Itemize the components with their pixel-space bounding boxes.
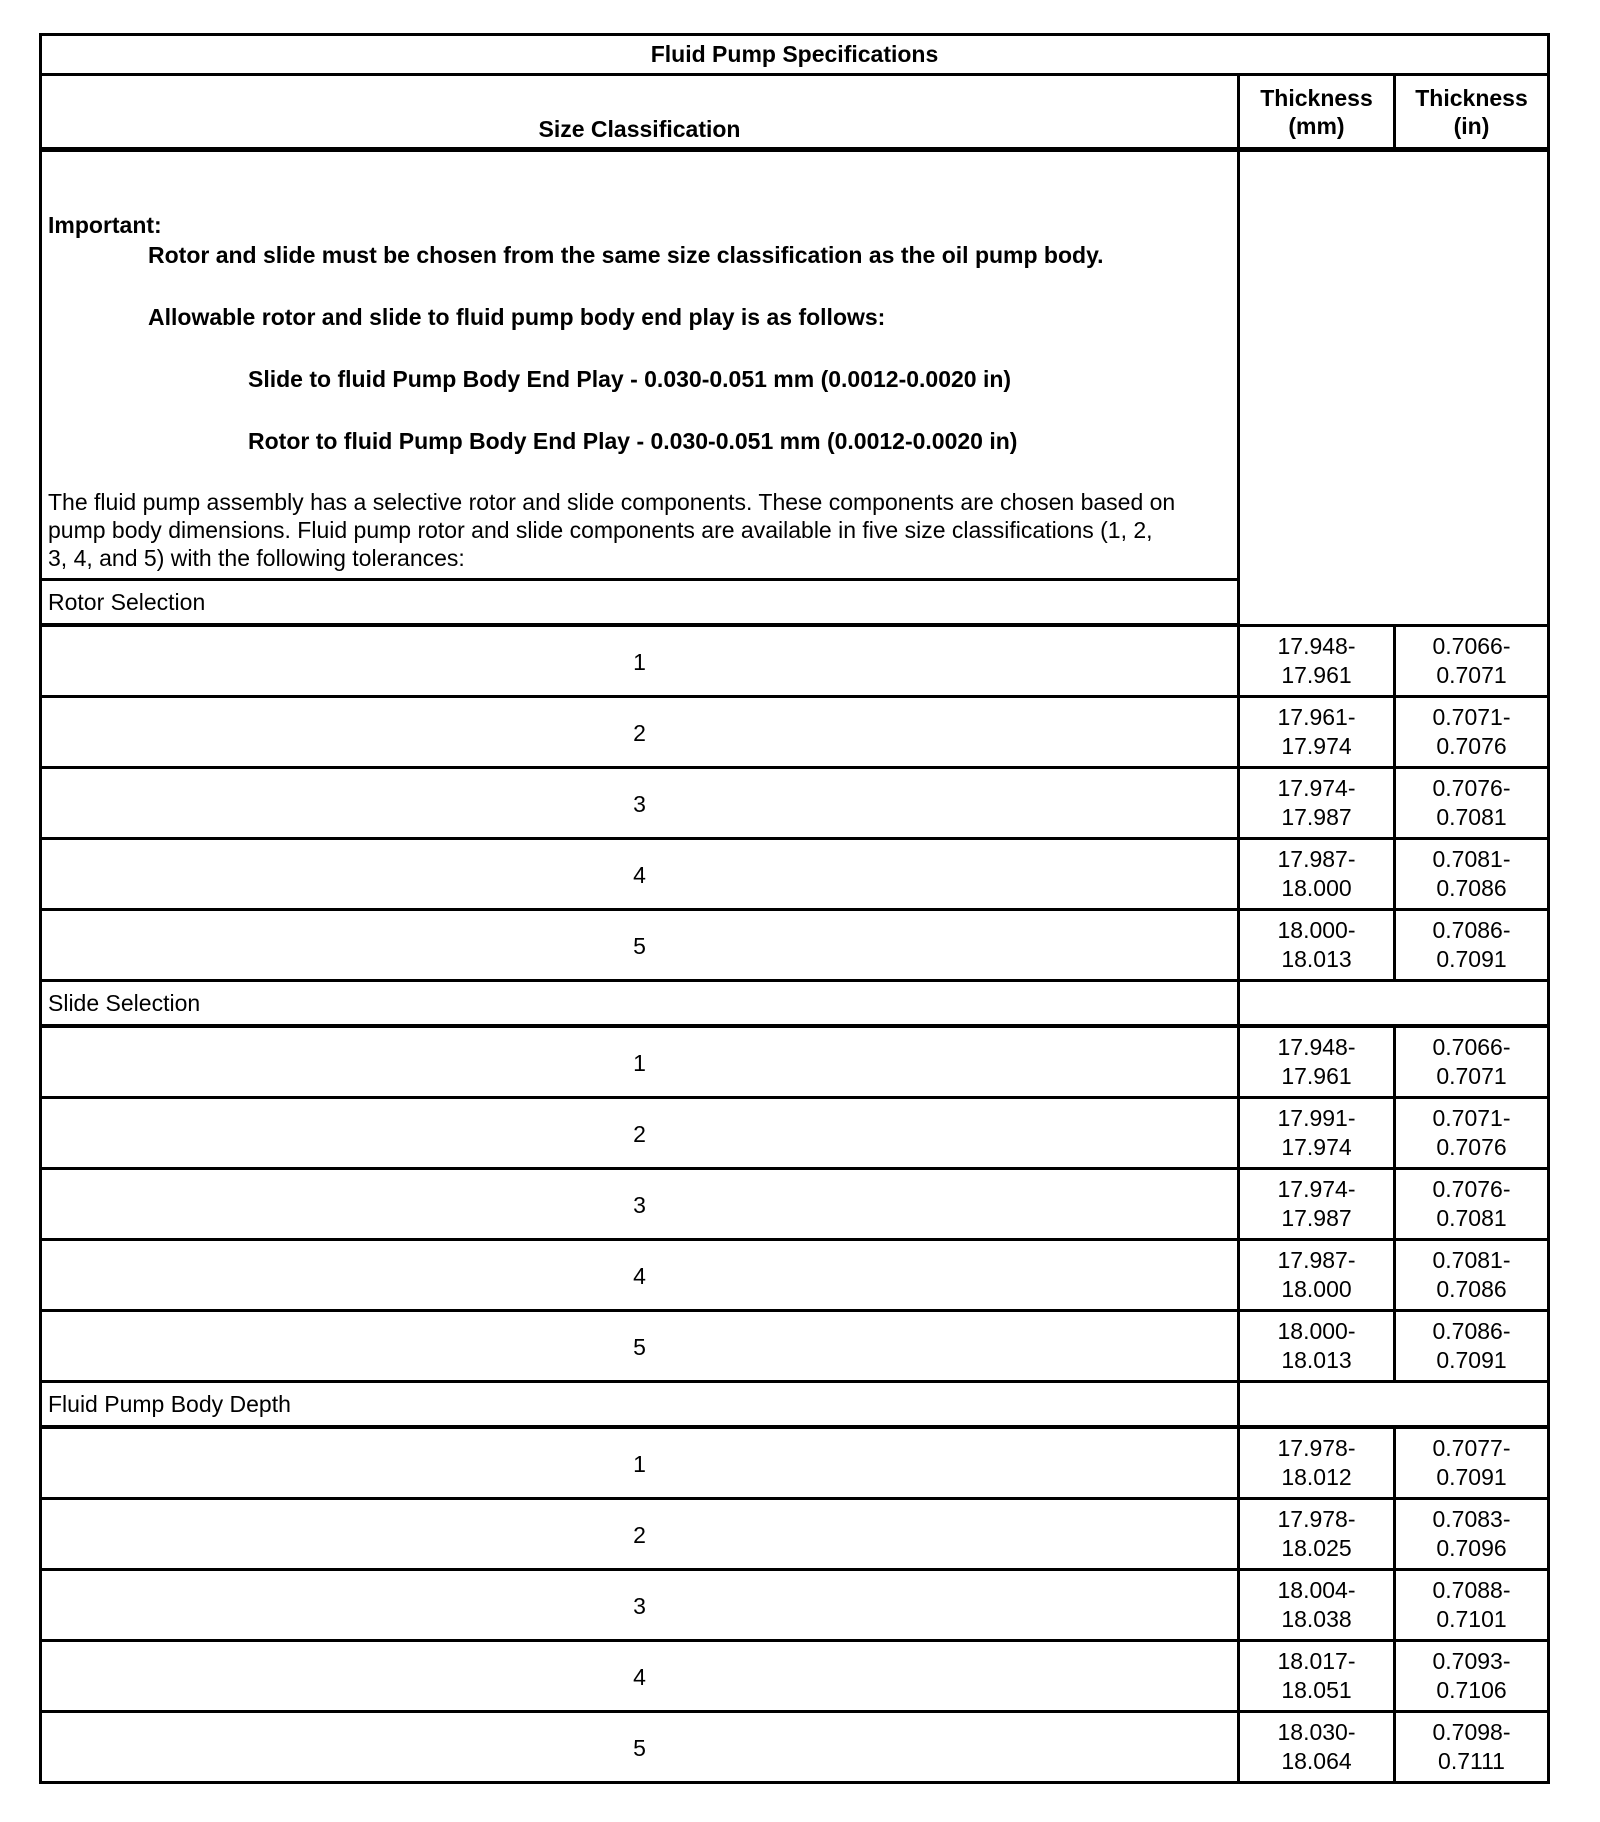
- thickness-mm-cell: [1239, 1026, 1395, 1098]
- thickness-in-cell-upper: 0.7083-: [1432, 1506, 1511, 1532]
- table-row: [41, 1712, 1549, 1783]
- thickness-mm-cell: [1239, 1169, 1395, 1240]
- spec-table: [39, 33, 1550, 1784]
- thickness-mm-cell-upper: 17.991-: [1277, 1105, 1356, 1131]
- thickness-in-cell: [1395, 697, 1549, 768]
- size-cell: 4: [41, 1641, 1239, 1712]
- thickness-mm-cell: [1239, 1427, 1395, 1499]
- size-cell: 5: [41, 1311, 1239, 1382]
- thickness-in-cell-upper: 0.7093-: [1432, 1648, 1511, 1674]
- thickness-mm-cell: [1239, 1311, 1395, 1382]
- section-side-blank: [1239, 1382, 1549, 1428]
- note-line-rotor-end-play: Rotor to fluid Pump Body End Play - 0.030-0.051 mm (0.0012-0.0020 in): [248, 428, 1018, 454]
- table-row: [41, 1169, 1549, 1240]
- thickness-in-cell: [1395, 1641, 1549, 1712]
- thickness-in-cell-upper: 0.7066-: [1432, 632, 1511, 659]
- important-label: Important:: [48, 212, 162, 238]
- thickness-mm-cell-lower: 17.974: [1281, 1134, 1352, 1160]
- thickness-mm-cell-lower: 17.974: [1281, 733, 1352, 759]
- size-cell: 1: [41, 1427, 1239, 1499]
- thickness-in-cell-upper: 0.7086-: [1432, 1318, 1511, 1344]
- thickness-in-cell: [1395, 625, 1549, 697]
- size-cell: 4: [41, 839, 1239, 910]
- thickness-in-cell: [1395, 1098, 1549, 1169]
- thickness-mm-cell: [1239, 1641, 1395, 1712]
- thickness-mm-cell-upper: 18.004-: [1277, 1577, 1356, 1603]
- thickness-mm-cell-lower: 17.987: [1281, 804, 1352, 830]
- thickness-in-cell-lower: 0.7081: [1436, 1205, 1507, 1231]
- thickness-in-cell-lower: 0.7091: [1436, 1464, 1507, 1490]
- thickness-in-cell: [1395, 1169, 1549, 1240]
- table-row: [41, 697, 1549, 768]
- section-row: [41, 981, 1549, 1027]
- note-side-blank: [1239, 150, 1549, 626]
- thickness-mm-cell-lower: 18.038: [1281, 1606, 1352, 1632]
- thickness-in-cell: [1395, 1427, 1549, 1499]
- thickness-mm-cell: [1239, 910, 1395, 981]
- thickness-in-cell-upper: 0.7081-: [1432, 846, 1511, 872]
- thickness-in-cell-upper: 0.7076-: [1432, 1176, 1511, 1202]
- thickness-in-cell-lower: 0.7071: [1436, 1063, 1507, 1089]
- size-cell: 2: [41, 1098, 1239, 1169]
- thickness-mm-cell-upper: 18.000-: [1277, 1318, 1356, 1344]
- header-row: [41, 75, 1549, 150]
- thickness-mm-cell-lower: 18.000: [1281, 875, 1352, 901]
- table-row: [41, 1499, 1549, 1570]
- note-row: [41, 150, 1549, 580]
- section-side-blank: [1239, 981, 1549, 1027]
- thickness-mm-cell-lower: 17.987: [1281, 1205, 1352, 1231]
- thickness-mm-cell-upper: 17.948-: [1277, 632, 1356, 659]
- size-cell: 3: [41, 1169, 1239, 1240]
- thickness-in-cell-lower: 0.7086: [1436, 875, 1507, 901]
- thickness-in-cell-lower: 0.7106: [1436, 1677, 1507, 1703]
- thickness-in-cell-upper: 0.7098-: [1432, 1719, 1511, 1745]
- thickness-mm-cell-lower: 18.013: [1281, 946, 1352, 972]
- thickness-mm-cell-lower: 18.064: [1281, 1748, 1352, 1774]
- table-row: [41, 1311, 1549, 1382]
- thickness-in-cell-upper: 0.7086-: [1432, 917, 1511, 943]
- size-cell: 1: [41, 1026, 1239, 1098]
- thickness-mm-cell-lower: 18.012: [1281, 1464, 1352, 1490]
- thickness-mm-cell: [1239, 1098, 1395, 1169]
- header-thickness-in: Thickness (in): [1395, 75, 1549, 150]
- thickness-in-cell: [1395, 1712, 1549, 1783]
- thickness-mm-cell-lower: 18.025: [1281, 1535, 1352, 1561]
- table-row: [41, 1570, 1549, 1641]
- thickness-in-cell: [1395, 910, 1549, 981]
- section-label: Rotor Selection: [41, 580, 1239, 626]
- thickness-mm-cell-upper: 17.974-: [1277, 775, 1356, 801]
- thickness-mm-cell: [1239, 1570, 1395, 1641]
- thickness-in-cell-upper: 0.7088-: [1432, 1577, 1511, 1603]
- header-thickness-mm: Thickness (mm): [1239, 75, 1395, 150]
- thickness-mm-cell-upper: 18.017-: [1277, 1648, 1356, 1674]
- thickness-in-cell: [1395, 768, 1549, 839]
- thickness-mm-cell-lower: 18.013: [1281, 1347, 1352, 1373]
- table-row: [41, 625, 1549, 697]
- note-description: The fluid pump assembly has a selective rotor and slide components. These components are chosen based on pump body dimensions. Fluid pump rotor and slide components are available in five size classifications (1, 2, 3, 4, and 5) with the following tolerances:: [48, 489, 1176, 571]
- thickness-mm-cell-upper: 17.961-: [1277, 704, 1356, 730]
- size-cell: 4: [41, 1240, 1239, 1311]
- note-line-allowable-end-play: Allowable rotor and slide to fluid pump body end play is as follows:: [148, 304, 886, 330]
- thickness-in-cell-lower: 0.7091: [1436, 946, 1507, 972]
- thickness-in-cell-lower: 0.7096: [1436, 1535, 1507, 1561]
- thickness-in-cell: [1395, 1570, 1549, 1641]
- size-cell: 2: [41, 1499, 1239, 1570]
- thickness-in-cell-lower: 0.7091: [1436, 1347, 1507, 1373]
- header-size-classification: Size Classification: [41, 75, 1239, 150]
- size-cell: 1: [41, 625, 1239, 697]
- thickness-in-cell-lower: 0.7101: [1436, 1606, 1507, 1632]
- thickness-mm-cell-lower: 18.051: [1281, 1677, 1352, 1703]
- size-cell: 5: [41, 910, 1239, 981]
- thickness-in-cell: [1395, 1026, 1549, 1098]
- thickness-mm-cell-lower: 18.000: [1281, 1276, 1352, 1302]
- thickness-mm-cell: [1239, 625, 1395, 697]
- size-cell: 3: [41, 768, 1239, 839]
- thickness-mm-cell: [1239, 697, 1395, 768]
- thickness-in-cell-upper: 0.7066-: [1432, 1034, 1511, 1060]
- thickness-mm-cell-upper: 17.978-: [1277, 1506, 1356, 1532]
- table-title: Fluid Pump Specifications: [41, 35, 1549, 75]
- table-row: [41, 1427, 1549, 1499]
- thickness-in-cell-lower: 0.7076: [1436, 733, 1507, 759]
- thickness-in-cell-lower: 0.7071: [1436, 661, 1507, 688]
- size-cell: 2: [41, 697, 1239, 768]
- table-row: [41, 1240, 1549, 1311]
- important-note: [41, 150, 1239, 580]
- thickness-in-cell-lower: 0.7081: [1436, 804, 1507, 830]
- thickness-mm-cell-upper: 17.974-: [1277, 1176, 1356, 1202]
- thickness-in-cell-lower: 0.7111: [1438, 1748, 1505, 1774]
- thickness-in-cell-upper: 0.7081-: [1432, 1247, 1511, 1273]
- thickness-in-cell: [1395, 1240, 1549, 1311]
- size-cell: 3: [41, 1570, 1239, 1641]
- table-row: [41, 1026, 1549, 1098]
- table-row: [41, 768, 1549, 839]
- thickness-mm-cell-upper: 18.000-: [1277, 917, 1356, 943]
- thickness-in-cell-lower: 0.7076: [1436, 1134, 1507, 1160]
- section-row: [41, 1382, 1549, 1428]
- thickness-mm-cell-upper: 17.987-: [1277, 846, 1356, 872]
- thickness-in-cell-upper: 0.7071-: [1432, 1105, 1511, 1131]
- section-label: Slide Selection: [41, 981, 1239, 1027]
- thickness-mm-cell: [1239, 839, 1395, 910]
- thickness-mm-cell: [1239, 1499, 1395, 1570]
- note-line-slide-end-play: Slide to fluid Pump Body End Play - 0.030-0.051 mm (0.0012-0.0020 in): [248, 366, 1012, 392]
- thickness-in-cell: [1395, 1311, 1549, 1382]
- table-row: [41, 839, 1549, 910]
- table-row: [41, 1641, 1549, 1712]
- thickness-in-cell-lower: 0.7086: [1436, 1276, 1507, 1302]
- thickness-mm-cell-lower: 17.961: [1281, 661, 1352, 688]
- thickness-mm-cell-upper: 18.030-: [1277, 1719, 1356, 1745]
- thickness-mm-cell: [1239, 1240, 1395, 1311]
- thickness-in-cell: [1395, 1499, 1549, 1570]
- thickness-in-cell: [1395, 839, 1549, 910]
- table-row: [41, 1098, 1549, 1169]
- note-line-same-classification: Rotor and slide must be chosen from the same size classification as the oil pump body.: [148, 242, 1104, 268]
- title-row: [41, 35, 1549, 75]
- table-row: [41, 910, 1549, 981]
- thickness-in-cell-upper: 0.7077-: [1432, 1435, 1511, 1461]
- thickness-mm-cell-upper: 17.948-: [1277, 1034, 1356, 1060]
- thickness-mm-cell-upper: 17.987-: [1277, 1247, 1356, 1273]
- thickness-mm-cell: [1239, 1712, 1395, 1783]
- thickness-in-cell-upper: 0.7071-: [1432, 704, 1511, 730]
- thickness-mm-cell: [1239, 768, 1395, 839]
- spec-sheet: [39, 33, 1547, 1784]
- thickness-in-cell-upper: 0.7076-: [1432, 775, 1511, 801]
- thickness-mm-cell-upper: 17.978-: [1277, 1435, 1356, 1461]
- thickness-mm-cell-lower: 17.961: [1281, 1063, 1352, 1089]
- section-label: Fluid Pump Body Depth: [41, 1382, 1239, 1428]
- size-cell: 5: [41, 1712, 1239, 1783]
